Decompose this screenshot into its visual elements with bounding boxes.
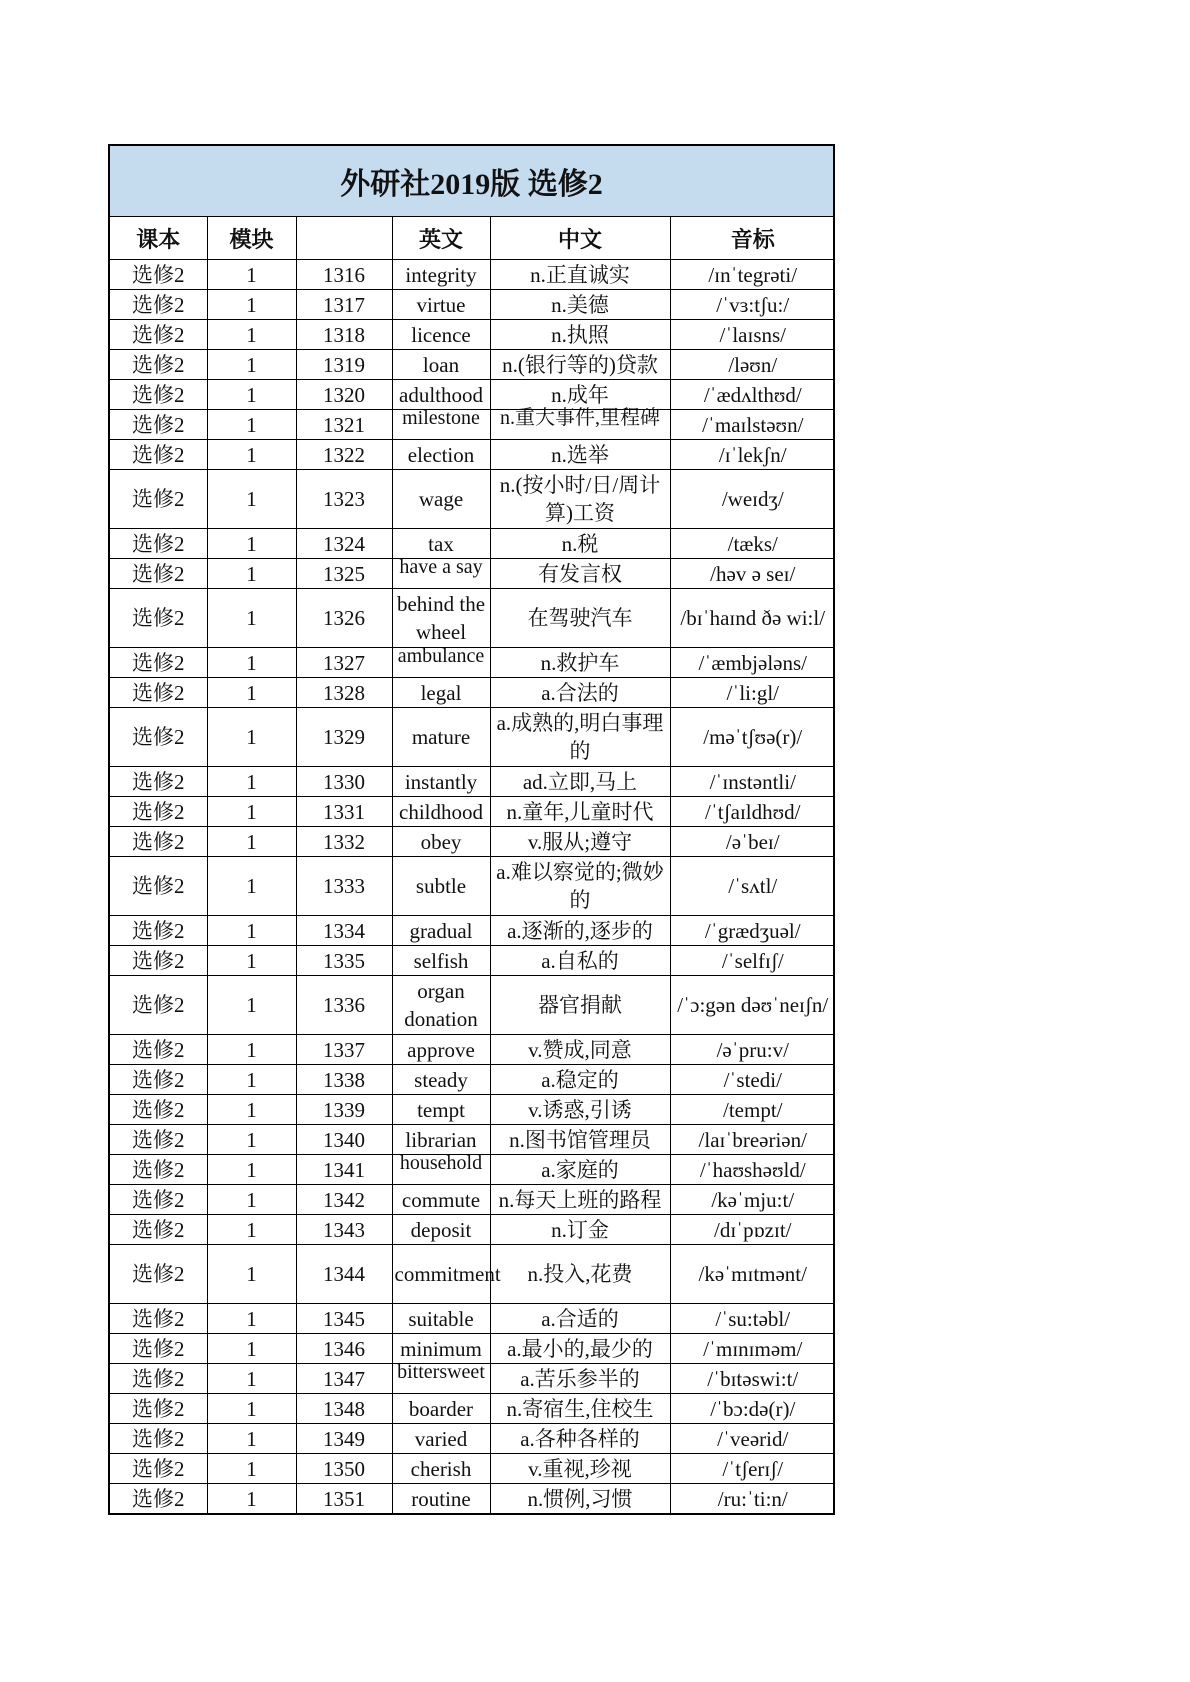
cell-phonetic: /tæks/ — [670, 529, 835, 559]
cell-english: loan — [392, 350, 490, 380]
cell-phonetic: /ˈlaɪsns/ — [670, 320, 835, 350]
cell-chinese: a.逐渐的,逐步的 — [490, 916, 670, 946]
cell-phonetic: /ɪˈlekʃn/ — [670, 440, 835, 470]
cell-phonetic: /ˈtʃerɪʃ/ — [670, 1454, 835, 1484]
cell-book: 选修2 — [110, 290, 207, 320]
cell-number: 1323 — [296, 470, 392, 529]
cell-chinese: a.成熟的,明白事理的 — [490, 708, 670, 767]
cell-english: selfish — [392, 946, 490, 976]
cell-number: 1327 — [296, 648, 392, 678]
cell-module: 1 — [207, 708, 296, 767]
cell-chinese: n.童年,儿童时代 — [490, 797, 670, 827]
cell-chinese: n.美德 — [490, 290, 670, 320]
cell-english: tax — [392, 529, 490, 559]
cell-number: 1319 — [296, 350, 392, 380]
cell-book: 选修2 — [110, 976, 207, 1035]
cell-book: 选修2 — [110, 1394, 207, 1424]
cell-number: 1350 — [296, 1454, 392, 1484]
cell-english — [392, 407, 490, 440]
cell-chinese: v.重视,珍视 — [490, 1454, 670, 1484]
cell-module: 1 — [207, 946, 296, 976]
cell-number: 1328 — [296, 678, 392, 708]
cell-phonetic: /ˈæmbjələns/ — [670, 648, 835, 678]
cell-english: organ donation — [392, 976, 490, 1035]
cell-phonetic: /ɪnˈtegrəti/ — [670, 260, 835, 290]
cell-book: 选修2 — [110, 1304, 207, 1334]
cell-english: commitment — [392, 1245, 490, 1304]
cell-book: 选修2 — [110, 1245, 207, 1304]
cell-book: 选修2 — [110, 1155, 207, 1185]
cell-book: 选修2 — [110, 1095, 207, 1125]
cell-book: 选修2 — [110, 767, 207, 797]
cell-module: 1 — [207, 529, 296, 559]
sheet-title: 外研社2019版 选修2 — [110, 146, 833, 217]
cell-book: 选修2 — [110, 559, 207, 589]
cell-book: 选修2 — [110, 1364, 207, 1394]
cell-module: 1 — [207, 1125, 296, 1155]
cell-module: 1 — [207, 857, 296, 916]
cell-english — [392, 1152, 490, 1185]
cell-phonetic: /ˈli:gl/ — [670, 678, 835, 708]
cell-book: 选修2 — [110, 857, 207, 916]
cell-english: subtle — [392, 857, 490, 916]
cell-chinese: n.执照 — [490, 320, 670, 350]
cell-phonetic: /kəˈmju:t/ — [670, 1185, 835, 1215]
cell-number: 1338 — [296, 1065, 392, 1095]
cell-module: 1 — [207, 1364, 296, 1394]
cell-number: 1342 — [296, 1185, 392, 1215]
table-row — [110, 1304, 835, 1334]
cell-chinese: n.(按小时/日/周计算)工资 — [490, 470, 670, 529]
cell-chinese: a.最小的,最少的 — [490, 1334, 670, 1364]
cell-phonetic: /əˈbeɪ/ — [670, 827, 835, 857]
cell-book: 选修2 — [110, 440, 207, 470]
cell-chinese: a.合法的 — [490, 678, 670, 708]
table-row — [110, 1185, 835, 1215]
cell-chinese: v.诱惑,引诱 — [490, 1095, 670, 1125]
cell-chinese: n.惯例,习惯 — [490, 1484, 670, 1514]
table-row — [110, 1424, 835, 1454]
cell-number: 1333 — [296, 857, 392, 916]
col-header-module: 模块 — [207, 217, 296, 260]
table-row — [110, 946, 835, 976]
cell-number: 1331 — [296, 797, 392, 827]
table-row — [110, 410, 835, 440]
table-row — [110, 1215, 835, 1245]
cell-english: commute — [392, 1185, 490, 1215]
table-row — [110, 1364, 835, 1394]
cell-number: 1334 — [296, 916, 392, 946]
cell-chinese: a.合适的 — [490, 1304, 670, 1334]
cell-number: 1351 — [296, 1484, 392, 1514]
cell-book: 选修2 — [110, 648, 207, 678]
cell-chinese: 有发言权 — [490, 559, 670, 589]
cell-phonetic: /tempt/ — [670, 1095, 835, 1125]
cell-number: 1336 — [296, 976, 392, 1035]
cell-module: 1 — [207, 976, 296, 1035]
cell-book: 选修2 — [110, 916, 207, 946]
cell-number: 1348 — [296, 1394, 392, 1424]
cell-module: 1 — [207, 1334, 296, 1364]
cell-chinese: 在驾驶汽车 — [490, 589, 670, 648]
cell-module: 1 — [207, 1245, 296, 1304]
cell-chinese: a.苦乐参半的 — [490, 1364, 670, 1394]
cell-english-text: milestone — [402, 407, 480, 429]
table-row — [110, 797, 835, 827]
cell-book: 选修2 — [110, 827, 207, 857]
cell-phonetic: /kəˈmɪtmənt/ — [670, 1245, 835, 1304]
cell-english-text: have a say — [399, 556, 483, 578]
cell-book: 选修2 — [110, 1035, 207, 1065]
table-row — [110, 827, 835, 857]
cell-module: 1 — [207, 1095, 296, 1125]
cell-phonetic: /ˈmɪnɪməm/ — [670, 1334, 835, 1364]
cell-phonetic: /ˈstedi/ — [670, 1065, 835, 1095]
cell-number: 1340 — [296, 1125, 392, 1155]
cell-number: 1344 — [296, 1245, 392, 1304]
table-row — [110, 529, 835, 559]
table-row — [110, 857, 835, 916]
cell-book: 选修2 — [110, 1334, 207, 1364]
header-row — [110, 217, 835, 260]
cell-phonetic: /ˈsʌtl/ — [670, 857, 835, 916]
cell-chinese: n.正直诚实 — [490, 260, 670, 290]
cell-number: 1316 — [296, 260, 392, 290]
cell-chinese: n.寄宿生,住校生 — [490, 1394, 670, 1424]
cell-phonetic: /ˈbɔ:də(r)/ — [670, 1394, 835, 1424]
cell-phonetic: /ˈveərid/ — [670, 1424, 835, 1454]
cell-chinese: n.投入,花费 — [490, 1245, 670, 1304]
cell-english — [392, 645, 490, 678]
cell-number: 1347 — [296, 1364, 392, 1394]
cell-module: 1 — [207, 1185, 296, 1215]
table-row — [110, 976, 835, 1035]
cell-english: integrity — [392, 260, 490, 290]
cell-english: deposit — [392, 1215, 490, 1245]
cell-module: 1 — [207, 797, 296, 827]
cell-english: licence — [392, 320, 490, 350]
cell-number: 1343 — [296, 1215, 392, 1245]
cell-english: election — [392, 440, 490, 470]
cell-number: 1320 — [296, 380, 392, 410]
cell-english: suitable — [392, 1304, 490, 1334]
cell-module: 1 — [207, 1035, 296, 1065]
cell-module: 1 — [207, 1394, 296, 1424]
cell-number: 1346 — [296, 1334, 392, 1364]
cell-number: 1321 — [296, 410, 392, 440]
table-row — [110, 1454, 835, 1484]
cell-english — [392, 556, 490, 589]
table-row — [110, 290, 835, 320]
cell-number: 1339 — [296, 1095, 392, 1125]
cell-chinese: a.各种各样的 — [490, 1424, 670, 1454]
cell-chinese: n.选举 — [490, 440, 670, 470]
vocabulary-table — [110, 217, 835, 1513]
cell-english: tempt — [392, 1095, 490, 1125]
cell-number: 1341 — [296, 1155, 392, 1185]
cell-english: minimum — [392, 1334, 490, 1364]
cell-number: 1317 — [296, 290, 392, 320]
cell-module: 1 — [207, 1424, 296, 1454]
cell-number: 1324 — [296, 529, 392, 559]
col-header-book: 课本 — [110, 217, 207, 260]
cell-english: routine — [392, 1484, 490, 1514]
cell-number: 1329 — [296, 708, 392, 767]
cell-chinese: a.家庭的 — [490, 1155, 670, 1185]
cell-phonetic: /ˈsu:təbl/ — [670, 1304, 835, 1334]
cell-phonetic: /ˈgrædʒuəl/ — [670, 916, 835, 946]
cell-number: 1326 — [296, 589, 392, 648]
cell-chinese: v.赞成,同意 — [490, 1035, 670, 1065]
cell-module: 1 — [207, 320, 296, 350]
col-header-chinese: 中文 — [490, 217, 670, 260]
cell-english-text: bittersweet — [397, 1361, 485, 1383]
cell-book: 选修2 — [110, 1065, 207, 1095]
cell-phonetic: /ləʊn/ — [670, 350, 835, 380]
col-header-number — [296, 217, 392, 260]
table-row — [110, 260, 835, 290]
cell-module: 1 — [207, 260, 296, 290]
cell-english: varied — [392, 1424, 490, 1454]
cell-module: 1 — [207, 916, 296, 946]
cell-phonetic: /məˈtʃʊə(r)/ — [670, 708, 835, 767]
cell-number: 1345 — [296, 1304, 392, 1334]
table-row — [110, 916, 835, 946]
cell-chinese: a.难以察觉的;微妙的 — [490, 857, 670, 916]
cell-book: 选修2 — [110, 410, 207, 440]
cell-chinese: n.成年 — [490, 380, 670, 410]
cell-book: 选修2 — [110, 797, 207, 827]
cell-english: approve — [392, 1035, 490, 1065]
cell-module: 1 — [207, 678, 296, 708]
cell-chinese: n.(银行等的)贷款 — [490, 350, 670, 380]
cell-book: 选修2 — [110, 470, 207, 529]
table-row — [110, 320, 835, 350]
cell-number: 1335 — [296, 946, 392, 976]
cell-book: 选修2 — [110, 1424, 207, 1454]
cell-english-text: household — [399, 1152, 483, 1174]
cell-module: 1 — [207, 440, 296, 470]
cell-module: 1 — [207, 1484, 296, 1514]
cell-phonetic: /weɪdʒ/ — [670, 470, 835, 529]
table-row — [110, 1155, 835, 1185]
cell-book: 选修2 — [110, 1454, 207, 1484]
table-row — [110, 1095, 835, 1125]
cell-english: adulthood — [392, 380, 490, 410]
table-row — [110, 678, 835, 708]
cell-book: 选修2 — [110, 708, 207, 767]
cell-number: 1325 — [296, 559, 392, 589]
cell-module: 1 — [207, 827, 296, 857]
cell-module: 1 — [207, 1155, 296, 1185]
cell-chinese: a.稳定的 — [490, 1065, 670, 1095]
cell-book: 选修2 — [110, 350, 207, 380]
cell-chinese: n.每天上班的路程 — [490, 1185, 670, 1215]
cell-module: 1 — [207, 559, 296, 589]
cell-phonetic: /ˈbɪtəswi:t/ — [670, 1364, 835, 1394]
cell-book: 选修2 — [110, 320, 207, 350]
cell-english: cherish — [392, 1454, 490, 1484]
cell-phonetic: /dɪˈpɒzɪt/ — [670, 1215, 835, 1245]
cell-phonetic: /laɪˈbreəriən/ — [670, 1125, 835, 1155]
cell-english: wage — [392, 470, 490, 529]
cell-module: 1 — [207, 589, 296, 648]
cell-phonetic: /ˈɔ:gən dəʊˈneɪʃn/ — [670, 976, 835, 1035]
cell-phonetic: /ru:ˈti:n/ — [670, 1484, 835, 1514]
cell-english: steady — [392, 1065, 490, 1095]
cell-phonetic: /ˈhaʊshəʊld/ — [670, 1155, 835, 1185]
table-row — [110, 1394, 835, 1424]
cell-chinese: ad.立即,马上 — [490, 767, 670, 797]
cell-chinese: v.服从;遵守 — [490, 827, 670, 857]
table-row — [110, 380, 835, 410]
cell-book: 选修2 — [110, 1125, 207, 1155]
cell-book: 选修2 — [110, 529, 207, 559]
table-row — [110, 1065, 835, 1095]
table-row — [110, 350, 835, 380]
cell-phonetic: /ˈædʌlthʊd/ — [670, 380, 835, 410]
table-row — [110, 1484, 835, 1514]
table-row — [110, 559, 835, 589]
cell-english: librarian — [392, 1125, 490, 1155]
cell-book: 选修2 — [110, 589, 207, 648]
table-row — [110, 440, 835, 470]
cell-chinese: a.自私的 — [490, 946, 670, 976]
table-row — [110, 1035, 835, 1065]
cell-book: 选修2 — [110, 260, 207, 290]
cell-book: 选修2 — [110, 380, 207, 410]
cell-english: mature — [392, 708, 490, 767]
table-row — [110, 589, 835, 648]
cell-phonetic: /ˈvɜ:tʃu:/ — [670, 290, 835, 320]
cell-english: gradual — [392, 916, 490, 946]
table-row — [110, 1125, 835, 1155]
table-row — [110, 1245, 835, 1304]
cell-book: 选修2 — [110, 1215, 207, 1245]
cell-module: 1 — [207, 648, 296, 678]
cell-module: 1 — [207, 1065, 296, 1095]
cell-english: boarder — [392, 1394, 490, 1424]
cell-number: 1337 — [296, 1035, 392, 1065]
table-row — [110, 1334, 835, 1364]
cell-phonetic: /ˈtʃaɪldhʊd/ — [670, 797, 835, 827]
table-row — [110, 648, 835, 678]
cell-number: 1332 — [296, 827, 392, 857]
col-header-phonetic: 音标 — [670, 217, 835, 260]
cell-phonetic: /əˈpru:v/ — [670, 1035, 835, 1065]
cell-module: 1 — [207, 767, 296, 797]
cell-phonetic: /ˈmaɪlstəʊn/ — [670, 410, 835, 440]
cell-number: 1349 — [296, 1424, 392, 1454]
cell-module: 1 — [207, 410, 296, 440]
cell-module: 1 — [207, 1304, 296, 1334]
cell-english: legal — [392, 678, 490, 708]
cell-number: 1318 — [296, 320, 392, 350]
cell-module: 1 — [207, 290, 296, 320]
cell-book: 选修2 — [110, 1484, 207, 1514]
cell-chinese: 器官捐献 — [490, 976, 670, 1035]
cell-chinese: n.图书馆管理员 — [490, 1125, 670, 1155]
cell-english: childhood — [392, 797, 490, 827]
cell-english — [392, 1361, 490, 1394]
cell-module: 1 — [207, 380, 296, 410]
cell-phonetic: /ˈɪnstəntli/ — [670, 767, 835, 797]
cell-chinese: n.订金 — [490, 1215, 670, 1245]
cell-phonetic: /bɪˈhaɪnd ðə wi:l/ — [670, 589, 835, 648]
cell-book: 选修2 — [110, 946, 207, 976]
cell-chinese-text: n.重大事件,里程碑 — [500, 407, 660, 429]
cell-module: 1 — [207, 350, 296, 380]
cell-chinese: n.税 — [490, 529, 670, 559]
cell-module: 1 — [207, 1215, 296, 1245]
cell-module: 1 — [207, 1454, 296, 1484]
vocabulary-sheet — [108, 144, 835, 1515]
cell-phonetic: /həv ə seɪ/ — [670, 559, 835, 589]
table-row — [110, 708, 835, 767]
cell-book: 选修2 — [110, 678, 207, 708]
cell-number: 1322 — [296, 440, 392, 470]
cell-chinese — [490, 407, 670, 440]
cell-english: behind the wheel — [392, 589, 490, 648]
cell-english: obey — [392, 827, 490, 857]
cell-chinese: n.救护车 — [490, 648, 670, 678]
cell-number: 1330 — [296, 767, 392, 797]
col-header-english: 英文 — [392, 217, 490, 260]
cell-english-text: ambulance — [397, 645, 485, 667]
cell-phonetic: /ˈselfɪʃ/ — [670, 946, 835, 976]
table-row — [110, 470, 835, 529]
table-row — [110, 767, 835, 797]
cell-english: instantly — [392, 767, 490, 797]
cell-book: 选修2 — [110, 1185, 207, 1215]
cell-english: virtue — [392, 290, 490, 320]
cell-module: 1 — [207, 470, 296, 529]
